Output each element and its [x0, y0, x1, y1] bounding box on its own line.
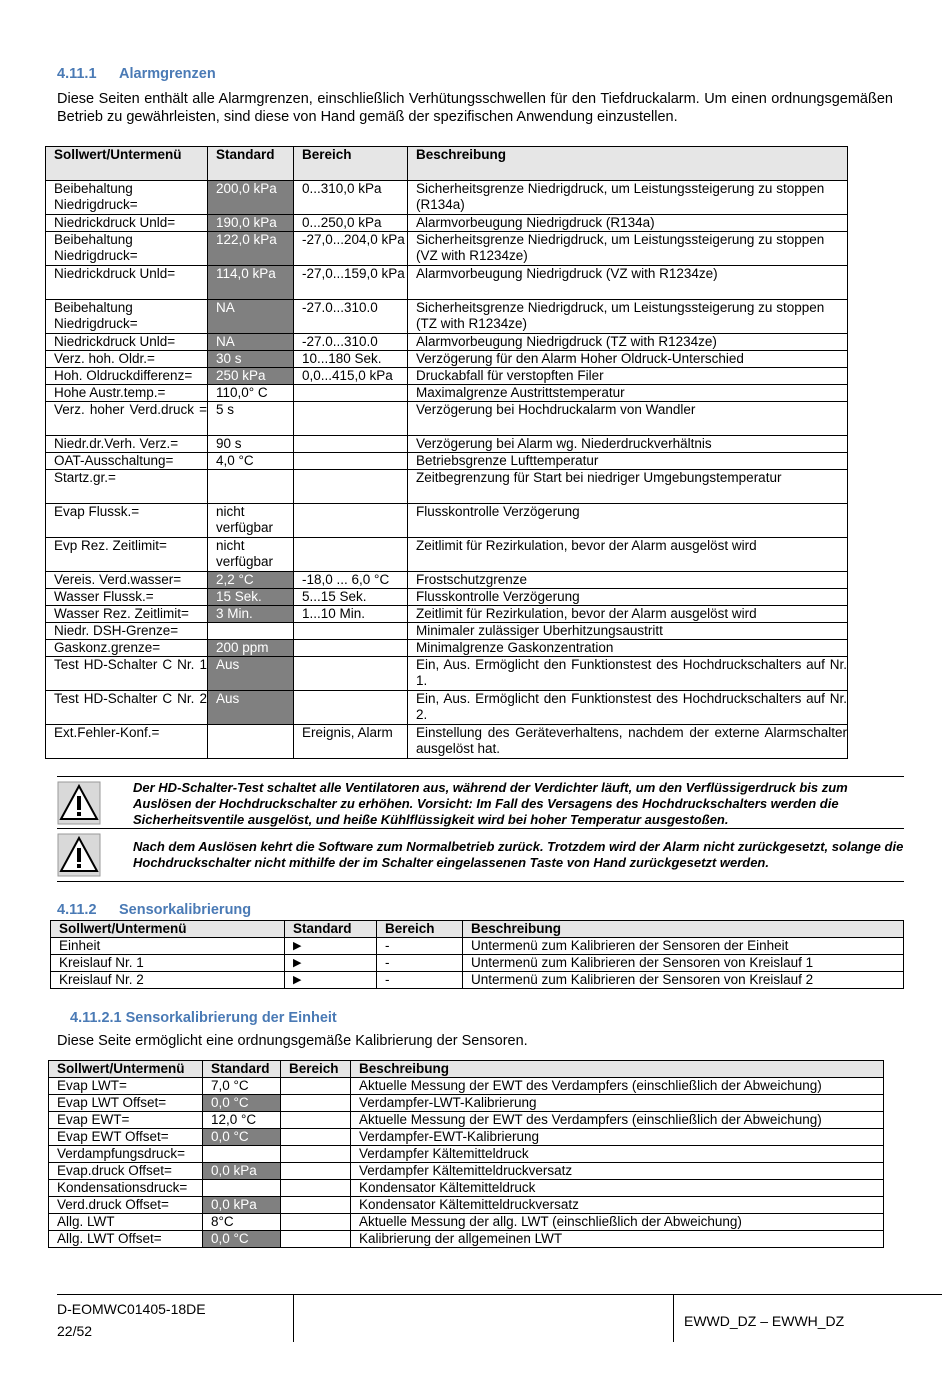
cell-range — [281, 1112, 351, 1129]
cell-name: Evap EWT= — [49, 1112, 203, 1129]
column-header: Bereich — [377, 921, 463, 938]
cell-desc: Flusskontrolle Verzögerung — [408, 504, 848, 538]
table-row — [46, 657, 848, 691]
table-row — [46, 538, 848, 572]
cell-std — [208, 623, 294, 640]
cell-std: 0,0 °C — [203, 1129, 281, 1146]
table-row — [49, 1180, 884, 1197]
cell-name: Beibehaltung Niedrigdruck= — [46, 232, 208, 266]
cell-range — [294, 436, 408, 453]
warning-icon — [57, 833, 101, 877]
cell-desc: Untermenü zum Kalibrieren der Sensoren von Kreislauf 2 — [463, 972, 904, 989]
section-heading-alarmgrenzen: 4.11.1 Alarmgrenzen — [57, 66, 216, 82]
cell-desc: Kondensator Kältemitteldruckversatz — [351, 1197, 884, 1214]
cell-range — [281, 1214, 351, 1231]
cell-std: 0,0 °C — [203, 1231, 281, 1248]
cell-std: 4,0 °C — [208, 453, 294, 470]
column-header: Bereich — [281, 1061, 351, 1078]
cell-range: -27,0...159,0 kPa — [294, 266, 408, 300]
table-row — [49, 1078, 884, 1095]
cell-std: 114,0 kPa — [208, 266, 294, 300]
cell-desc: Ein, Aus. Ermöglicht den Funktionstest des Hochdruckschalters auf Nr. 2. — [408, 691, 848, 725]
cell-desc: Untermenü zum Kalibrieren der Sensoren der Einheit — [463, 938, 904, 955]
cell-desc: Verzögerung für den Alarm Hoher Oldruck-Unterschied — [408, 351, 848, 368]
cell-std — [208, 725, 294, 759]
cell-desc: Betriebsgrenze Lufttemperatur — [408, 453, 848, 470]
cell-std — [203, 1146, 281, 1163]
footer-product-cell — [673, 1295, 942, 1342]
section-heading-sensorkalibrierung: 4.11.2 Sensorkalibrierung — [57, 902, 252, 918]
cell-desc: Aktuelle Messung der EWT des Verdampfers (einschließlich der Abweichung) — [351, 1078, 884, 1095]
cell-std: ▶ — [285, 938, 377, 955]
cell-std: 30 s — [208, 351, 294, 368]
cell-name: Allg. LWT — [49, 1214, 203, 1231]
cell-std: 190,0 kPa — [208, 215, 294, 232]
cell-name: Wasser Rez. Zeitlimit= — [46, 606, 208, 623]
cell-range: 0,0...415,0 kPa — [294, 368, 408, 385]
section-intro: Diese Seite ermöglicht eine ordnungsgemäße Kalibrierung der Sensoren. — [57, 1033, 528, 1049]
cell-desc: Zeitlimit für Rezirkulation, bevor der Alarm ausgelöst wird — [408, 606, 848, 623]
cell-range — [294, 402, 408, 436]
table-row — [46, 351, 848, 368]
cell-std: 250 kPa — [208, 368, 294, 385]
cell-name: Einheit — [51, 938, 285, 955]
cell-desc: Minimalgrenze Gaskonzentration — [408, 640, 848, 657]
cell-range: - — [377, 972, 463, 989]
cell-range: -27.0...310.0 — [294, 334, 408, 351]
cell-std: ▶ — [285, 955, 377, 972]
cell-std: nicht verfügbar — [208, 504, 294, 538]
cell-name: Verz. hoher Verd.druck = — [46, 402, 208, 436]
cell-name: Gaskonz.grenze= — [46, 640, 208, 657]
cell-name: Beibehaltung Niedrigdruck= — [46, 181, 208, 215]
cell-name: Evap EWT Offset= — [49, 1129, 203, 1146]
cell-desc: Zeitlimit für Rezirkulation, bevor der Alarm ausgelöst wird — [408, 538, 848, 572]
cell-desc: Sicherheitsgrenze Niedrigdruck, um Leistungssteigerung zu stoppen (R134a) — [408, 181, 848, 215]
cell-range — [281, 1129, 351, 1146]
cell-name: Niedrickdruck Unld= — [46, 215, 208, 232]
cell-name: Niedr.dr.Verh. Verz.= — [46, 436, 208, 453]
cell-name: Kreislauf Nr. 2 — [51, 972, 285, 989]
warning-box — [57, 776, 904, 829]
column-header: Beschreibung — [351, 1061, 884, 1078]
cell-std: 0,0 kPa — [203, 1197, 281, 1214]
cell-name: Test HD-Schalter C Nr. 1 — [46, 657, 208, 691]
cell-name: Test HD-Schalter C Nr. 2 — [46, 691, 208, 725]
column-header: Standard — [208, 147, 294, 181]
cell-range: 10...180 Sek. — [294, 351, 408, 368]
cell-range: -27.0...310.0 — [294, 300, 408, 334]
cell-name: Evap LWT= — [49, 1078, 203, 1095]
cell-std: NA — [208, 300, 294, 334]
table-row — [46, 368, 848, 385]
alarm-limits-table — [45, 146, 848, 759]
table-row — [49, 1112, 884, 1129]
table-row — [46, 181, 848, 215]
cell-std: 90 s — [208, 436, 294, 453]
table-row — [46, 215, 848, 232]
column-header: Bereich — [294, 147, 408, 181]
cell-desc: Aktuelle Messung der allg. LWT (einschließlich der Abweichung) — [351, 1214, 884, 1231]
cell-range — [281, 1095, 351, 1112]
sensor-calibration-table — [50, 920, 904, 989]
cell-name: Niedrickdruck Unld= — [46, 266, 208, 300]
table-row — [51, 938, 904, 955]
table-row — [46, 470, 848, 504]
cell-name: Verdampfungsdruck= — [49, 1146, 203, 1163]
cell-std: 0,0 kPa — [203, 1163, 281, 1180]
cell-range: 1...10 Min. — [294, 606, 408, 623]
cell-std: ▶ — [285, 972, 377, 989]
cell-std: NA — [208, 334, 294, 351]
cell-range — [294, 657, 408, 691]
table-row — [49, 1163, 884, 1180]
footer-page-number: 22/52 — [57, 1323, 93, 1339]
cell-desc: Flusskontrolle Verzögerung — [408, 589, 848, 606]
footer-doc-id: D-EOMWC01405-18DE — [57, 1301, 206, 1317]
cell-name: Vereis. Verd.wasser= — [46, 572, 208, 589]
column-header: Standard — [285, 921, 377, 938]
cell-desc: Verdampfer Kältemitteldruckversatz — [351, 1163, 884, 1180]
cell-name: Evap Flussk.= — [46, 504, 208, 538]
cell-range: -18,0 ... 6,0 °C — [294, 572, 408, 589]
cell-name: Verz. hoh. Oldr.= — [46, 351, 208, 368]
table-row — [46, 402, 848, 436]
cell-name: Wasser Flussk.= — [46, 589, 208, 606]
cell-std: 3 Min. — [208, 606, 294, 623]
cell-range — [281, 1078, 351, 1095]
cell-desc: Minimaler zulässiger Uberhitzungsaustritt — [408, 623, 848, 640]
cell-std: 7,0 °C — [203, 1078, 281, 1095]
table-row — [49, 1095, 884, 1112]
table-row — [51, 955, 904, 972]
table-row — [46, 453, 848, 470]
cell-desc: Druckabfall für verstopften Filer — [408, 368, 848, 385]
cell-range: 0...250,0 kPa — [294, 215, 408, 232]
cell-desc: Ein, Aus. Ermöglicht den Funktionstest des Hochdruckschalters auf Nr. 1. — [408, 657, 848, 691]
cell-range — [281, 1231, 351, 1248]
cell-name: Verd.druck Offset= — [49, 1197, 203, 1214]
cell-desc: Verdampfer-LWT-Kalibrierung — [351, 1095, 884, 1112]
cell-range: -27,0...204,0 kPa — [294, 232, 408, 266]
cell-std — [203, 1180, 281, 1197]
cell-desc: Kondensator Kältemitteldruck — [351, 1180, 884, 1197]
warning-text: Der HD-Schalter-Test schaltet alle Ventilatoren aus, während der Verdichter läuft, um den Verflüssigerdruck bis zum Auslösen der Hochdruckschalter zu erhöhen. Vorsicht: Im Fall des Versagens des Hochdruckschalters werden die Sicherheitsventile ausgelöst, und heiße Kühlflüssigkeit wird bei hoher Temperatur ausgestoßen. — [133, 780, 848, 827]
table-row — [49, 1197, 884, 1214]
cell-std: Aus — [208, 691, 294, 725]
cell-desc: Verzögerung bei Alarm wg. Niederdruckverhältnis — [408, 436, 848, 453]
table-row — [46, 589, 848, 606]
cell-name: Allg. LWT Offset= — [49, 1231, 203, 1248]
cell-name: Ext.Fehler-Konf.= — [46, 725, 208, 759]
cell-std: nicht verfügbar — [208, 538, 294, 572]
cell-name: OAT-Ausschaltung= — [46, 453, 208, 470]
cell-range — [281, 1163, 351, 1180]
cell-name: Startz.gr.= — [46, 470, 208, 504]
table-row — [46, 572, 848, 589]
table-row — [46, 436, 848, 453]
table-row — [46, 606, 848, 623]
cell-range — [281, 1146, 351, 1163]
footer-product: EWWD_DZ – EWWH_DZ — [684, 1313, 845, 1329]
cell-range — [294, 504, 408, 538]
table-row — [46, 691, 848, 725]
table-row — [46, 504, 848, 538]
cell-name: Hoh. Oldruckdifferenz= — [46, 368, 208, 385]
cell-desc: Alarmvorbeugung Niedrigdruck (VZ with R1234ze) — [408, 266, 848, 300]
cell-std: 12,0 °C — [203, 1112, 281, 1129]
cell-std: Aus — [208, 657, 294, 691]
cell-std: 122,0 kPa — [208, 232, 294, 266]
section-heading-sensorkalibrierung-einheit: 4.11.2.1 Sensorkalibrierung der Einheit — [70, 1010, 337, 1026]
table-row — [51, 972, 904, 989]
table-row — [46, 640, 848, 657]
cell-desc: Zeitbegrenzung für Start bei niedriger Umgebungstemperatur — [408, 470, 848, 504]
cell-range — [281, 1180, 351, 1197]
cell-desc: Maximalgrenze Austrittstemperatur — [408, 385, 848, 402]
column-header: Sollwert/Untermenü — [49, 1061, 203, 1078]
cell-std: 2,2 °C — [208, 572, 294, 589]
table-row — [46, 300, 848, 334]
section-intro: Diese Seiten enthält alle Alarmgrenzen, einschließlich Verhütungsschwellen für den Tiefdruckalarm. Um einen ordnungsgemäßen Betrieb zu gewährleisten, sind diese von Hand gemäß der spezifischen Anwendung einzustellen. — [57, 91, 893, 125]
table-row — [46, 334, 848, 351]
cell-name: Niedrickdruck Unld= — [46, 334, 208, 351]
cell-name: Beibehaltung Niedrigdruck= — [46, 300, 208, 334]
cell-desc: Kalibrierung der allgemeinen LWT — [351, 1231, 884, 1248]
cell-name: Kondensationsdruck= — [49, 1180, 203, 1197]
cell-desc: Verzögerung bei Hochdruckalarm von Wandler — [408, 402, 848, 436]
table-row — [46, 232, 848, 266]
cell-desc: Sicherheitsgrenze Niedrigdruck, um Leistungssteigerung zu stoppen (TZ with R1234ze) — [408, 300, 848, 334]
cell-name: Evap LWT Offset= — [49, 1095, 203, 1112]
cell-desc: Frostschutzgrenze — [408, 572, 848, 589]
cell-range — [294, 385, 408, 402]
cell-range — [294, 453, 408, 470]
cell-desc: Verdampfer Kältemitteldruck — [351, 1146, 884, 1163]
cell-std: 110,0° C — [208, 385, 294, 402]
cell-range — [294, 640, 408, 657]
cell-name: Evp Rez. Zeitlimit= — [46, 538, 208, 572]
cell-name: Evap.druck Offset= — [49, 1163, 203, 1180]
page-footer — [57, 1294, 942, 1345]
cell-name: Niedr. DSH-Grenze= — [46, 623, 208, 640]
cell-desc: Verdampfer-EWT-Kalibrierung — [351, 1129, 884, 1146]
cell-name: Hohe Austr.temp.= — [46, 385, 208, 402]
cell-std: 8°C — [203, 1214, 281, 1231]
table-row — [46, 385, 848, 402]
table-row — [49, 1146, 884, 1163]
column-header: Beschreibung — [463, 921, 904, 938]
unit-sensor-calibration-table — [48, 1060, 884, 1248]
cell-range — [281, 1197, 351, 1214]
table-row — [49, 1129, 884, 1146]
cell-desc: Untermenü zum Kalibrieren der Sensoren von Kreislauf 1 — [463, 955, 904, 972]
cell-desc: Sicherheitsgrenze Niedrigdruck, um Leistungssteigerung zu stoppen (VZ with R1234ze) — [408, 232, 848, 266]
table-row — [46, 266, 848, 300]
cell-std: 200,0 kPa — [208, 181, 294, 215]
table-row — [46, 725, 848, 759]
table-row — [46, 623, 848, 640]
cell-range — [294, 538, 408, 572]
table-row — [49, 1231, 884, 1248]
cell-range — [294, 623, 408, 640]
cell-std: 0,0 °C — [203, 1095, 281, 1112]
cell-name: Kreislauf Nr. 1 — [51, 955, 285, 972]
cell-range: 0...310,0 kPa — [294, 181, 408, 215]
cell-range: Ereignis, Alarm — [294, 725, 408, 759]
warning-text: Nach dem Auslösen kehrt die Software zum Normalbetrieb zurück. Trotzdem wird der Alarm nicht zurückgesetzt, solange die Hochdruckschalter nicht mithilfe der im Schalter eingelassenen Taste von Hand zurückgesetzt werden. — [133, 839, 904, 870]
cell-range — [294, 470, 408, 504]
cell-range — [294, 691, 408, 725]
warning-box — [57, 828, 904, 882]
cell-desc: Alarmvorbeugung Niedrigdruck (TZ with R1234ze) — [408, 334, 848, 351]
column-header: Beschreibung — [408, 147, 848, 181]
column-header: Sollwert/Untermenü — [51, 921, 285, 938]
table-row — [49, 1214, 884, 1231]
cell-range: - — [377, 955, 463, 972]
warning-icon — [57, 781, 101, 825]
cell-desc: Einstellung des Geräteverhaltens, nachdem der externe Alarmschalter ausgelöst hat. — [408, 725, 848, 759]
cell-range: - — [377, 938, 463, 955]
cell-std: 200 ppm — [208, 640, 294, 657]
footer-doc-cell — [57, 1295, 294, 1342]
cell-desc: Alarmvorbeugung Niedrigdruck (R134a) — [408, 215, 848, 232]
column-header: Sollwert/Untermenü — [46, 147, 208, 181]
column-header: Standard — [203, 1061, 281, 1078]
cell-range: 5...15 Sek. — [294, 589, 408, 606]
cell-desc: Aktuelle Messung der EWT des Verdampfers (einschließlich der Abweichung) — [351, 1112, 884, 1129]
cell-std: 5 s — [208, 402, 294, 436]
cell-std: 15 Sek. — [208, 589, 294, 606]
cell-std — [208, 470, 294, 504]
